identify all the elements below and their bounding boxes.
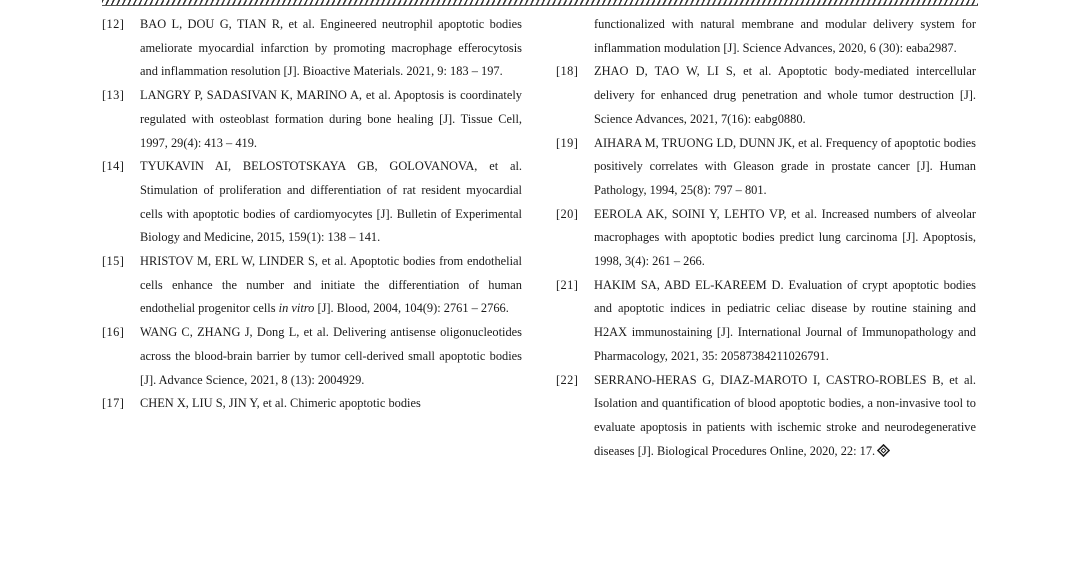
reference-text: TYUKAVIN AI, BELOSTOTSKAYA GB, GOLOVANOVA, et al. Stimulation of proliferation and differentiation of rat resident myocardial cells with apoptotic bodies of cardiomyocytes [J]. Bulletin of Experimental Biology and Medicine, 2015, 159(1): 138 – 141.	[140, 159, 522, 245]
right-column	[556, 13, 976, 463]
reference-number: [18]	[556, 64, 579, 79]
reference-item	[556, 203, 976, 274]
reference-text: ZHAO D, TAO W, LI S, et al. Apoptotic body-mediated intercellular delivery for enhanced drug penetration and whole tumor destruction [J]. Science Advances, 2021, 7(16): eabg0880.	[594, 64, 976, 126]
reference-text: CHEN X, LIU S, JIN Y, et al. Chimeric apoptotic bodies	[140, 396, 421, 411]
reference-text: HAKIM SA, ABD EL-KAREEM D. Evaluation of crypt apoptotic bodies and apoptotic indices in pediatric celiac disease by routine staining and H2AX immunostaining [J]. International Journal of Immunopathology and Pharmacology, 2021, 35: 20587384211026791.	[594, 277, 976, 363]
reference-item	[102, 13, 522, 84]
reference-item	[556, 274, 976, 369]
reference-number: [15]	[102, 254, 125, 269]
reference-item	[102, 84, 522, 155]
reference-text: AIHARA M, TRUONG LD, DUNN JK, et al. Frequency of apoptotic bodies positively correlates with Gleason grade in prostate cancer [J]. Human Pathology, 1994, 25(8): 797 – 801.	[594, 135, 976, 197]
reference-item	[556, 60, 976, 131]
reference-item	[102, 250, 522, 321]
reference-number: [14]	[102, 159, 125, 174]
reference-text	[140, 250, 522, 321]
reference-italic-term: in vitro	[278, 301, 315, 316]
reference-number: [12]	[102, 17, 125, 31]
reference-text-part: [J]. Blood, 2004, 104(9): 2761 – 2766.	[314, 301, 509, 316]
reference-number: [16]	[102, 325, 125, 340]
reference-item	[102, 392, 522, 416]
reference-continuation: functionalized with natural membrane and modular delivery system for inflammation modulation [J]. Science Advances, 2020, 6 (30): eaba2987.	[594, 17, 976, 55]
reference-text-part: SERRANO-HERAS G, DIAZ-MAROTO I, CASTRO-ROBLES B, et al. Isolation and quantification of blood apoptotic bodies, a non-invasive tool to evaluate apoptosis in patients with ischemic stroke and neurodegenerative diseases [J]. Biological Procedures Online, 2020, 22: 17.	[594, 372, 976, 458]
reference-text: WANG C, ZHANG J, Dong L, et al. Delivering antisense oligonucleotides across the blood-brain barrier by tumor cell-derived small apoptotic bodies [J]. Advance Science, 2021, 8 (13): 2004929.	[140, 325, 522, 387]
reference-number: [20]	[556, 206, 579, 221]
reference-number: [17]	[102, 396, 125, 411]
reference-item	[556, 369, 976, 464]
end-of-article-diamond-icon	[877, 444, 890, 457]
reference-number: [19]	[556, 135, 579, 150]
reference-text	[594, 369, 976, 464]
top-hatched-rule	[102, 0, 978, 6]
reference-item	[102, 321, 522, 392]
reference-text: EEROLA AK, SOINI Y, LEHTO VP, et al. Increased numbers of alveolar macrophages with apoptotic bodies predict lung carcinoma [J]. Apoptosis, 1998, 3(4): 261 – 266.	[594, 206, 976, 269]
reference-number: [22]	[556, 372, 579, 387]
reference-number: [21]	[556, 277, 579, 292]
reference-item	[556, 132, 976, 203]
reference-text-part: HRISTOV M, ERL W, LINDER S, et al. Apoptotic bodies from endothelial cells enhance the number and initiate the differentiation of human endothelial progenitor cells	[140, 254, 522, 316]
reference-text: BAO L, DOU G, TIAN R, et al. Engineered neutrophil apoptotic bodies ameliorate myocardial infarction by promoting macrophage efferocytosis and inflammation resolution [J]. Bioactive Materials. 2021, 9: 183 – 197.	[140, 17, 522, 79]
reference-number: [13]	[102, 88, 125, 103]
reference-item	[102, 155, 522, 250]
left-column	[102, 13, 522, 416]
reference-text: LANGRY P, SADASIVAN K, MARINO A, et al. Apoptosis is coordinately regulated with osteoblast formation during bone healing [J]. Tissue Cell, 1997, 29(4): 413 – 419.	[140, 88, 522, 150]
